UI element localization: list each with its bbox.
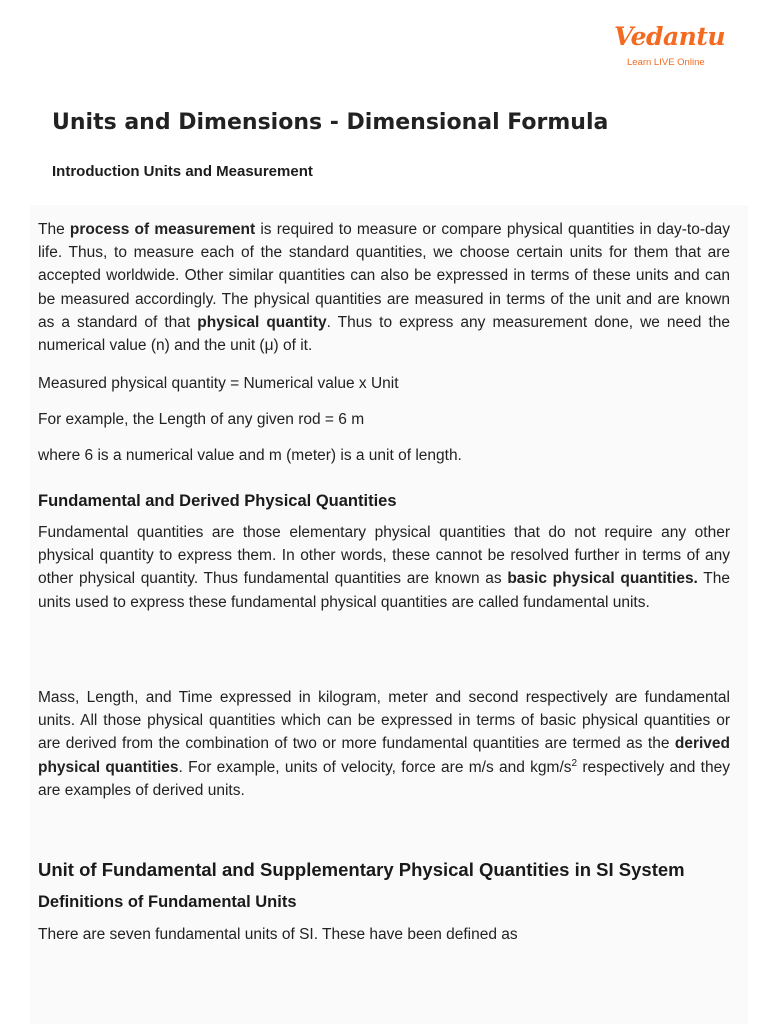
para1-bold-1: process of measurement: [69, 221, 256, 238]
seven-units-line: There are seven fundamental units of SI. These have been defined as: [38, 926, 518, 943]
para3-bold-1: derived physical quantities: [38, 735, 730, 776]
brand-tagline: Learn LIVE Online: [627, 57, 705, 68]
para2-text-1: Fundamental quantities are those elementary physical quantities that do not require any other physical quantity to express them. In other words, these cannot be resolved further in terms of any other physical quantity. Thus fundamental quantities are known as: [38, 524, 730, 588]
section-heading-si-units: Unit of Fundamental and Supplementary Physical Quantities in SI System: [38, 859, 685, 880]
para1-bold-2: physical quantity: [197, 313, 327, 331]
intro-heading: Introduction Units and Measurement: [52, 163, 313, 180]
section-heading-definitions: Definitions of Fundamental Units: [38, 893, 297, 911]
vedantu-logo: [612, 22, 726, 72]
para2-text-2: The units used to express these fundamental physical quantities are called fundamental units.: [38, 570, 730, 611]
example-line: For example, the Length of any given rod = 6 m: [38, 411, 365, 428]
section-heading-fundamental-derived: Fundamental and Derived Physical Quantities: [38, 492, 397, 510]
content-panel: [30, 205, 748, 1024]
para-derived: [38, 686, 730, 802]
para3-text-1: Mass, Length, and Time expressed in kilogram, meter and second respectively are fundamental units. All those physical quantities which can be expressed in terms of basic physical quantities or are derived from the combination of two or more fundamental quantities are termed as the: [38, 689, 730, 753]
para3-superscript: 2: [571, 757, 578, 769]
para1-text-3: . Thus to express any measurement done, we need the numerical value (n) and the unit (μ) of it.: [38, 313, 730, 355]
para3-text-2: . For example, units of velocity, force are m/s and kgm/s: [178, 758, 572, 776]
brand-wordmark: Vedantu: [614, 22, 726, 51]
para-measurement: [38, 218, 730, 357]
para3-text-3: respectively and they are examples of derived units.: [38, 758, 730, 799]
para1-text-2: is required to measure or compare physical quantities in day-to-day life. Thus, to measure each of the standard quantities, we choose certain units for them that are accepted worldwide. Other similar quantities can also be expressed in terms of these units and can be measured accordingly. The physical quantities are measured in terms of the unit and are known as a standard of that: [38, 221, 731, 331]
formula-line: Measured physical quantity = Numerical value x Unit: [38, 375, 399, 392]
para1-text-1: The: [38, 221, 70, 238]
where-line: where 6 is a numerical value and m (meter) is a unit of length.: [38, 447, 462, 464]
para-fundamental: [38, 521, 730, 614]
para2-bold-1: basic physical quantities.: [507, 570, 698, 588]
page-title: Units and Dimensions - Dimensional Formula: [52, 110, 609, 135]
